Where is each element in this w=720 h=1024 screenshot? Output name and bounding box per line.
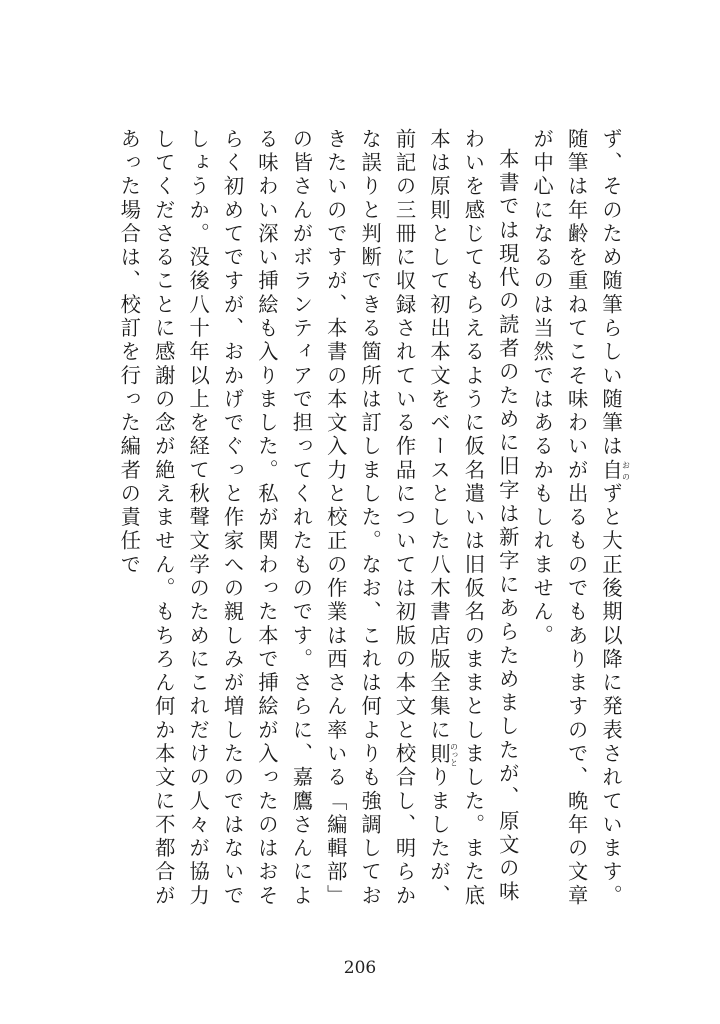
text-segment: りましたが、前記の三冊に収録されている作品については初版の本文と校合し、明らかな誤りと判断できる箇所は訂しました。なお、これは何よりも強調しておきたいのですが、本書の本文入力と校正の作業は西さん率いる「編輯部」の皆さんがボランティアで担ってくれたものです。さらに、嘉鷹さんによる味わい深い挿絵も入りました。私が関わった本で挿絵が入ったのはおそらく初めてですが、おかげでぐっと作家への親しみが増したのではないでしょうか。没後八十年以上を経て秋聲文学のためにこれだけの人々が協力してくださることに感謝の念が絶えません。もちろん何か本文に不都合があった場合は、校訂を行った編者の責任で xyxy=(117,128,451,909)
ruby-base: 自 xyxy=(599,458,623,483)
ruby-annotation xyxy=(426,742,459,767)
page-number: 206 xyxy=(343,958,377,978)
ruby-reading: おの xyxy=(621,458,630,483)
vertical-text-body xyxy=(100,128,630,928)
text-segment: ずと大正後期以降に発表されています。随筆は年齢を重ねてこそ味わいが出るものでもありますので、晩年の文章が中心になるのは当然ではあるかもしれません。 xyxy=(530,128,623,909)
paragraph xyxy=(112,128,525,928)
ruby-base: 則 xyxy=(426,742,451,767)
ruby-annotation xyxy=(599,458,630,483)
text-segment: ず、そのため随筆らしい随筆は xyxy=(599,128,623,459)
paragraph xyxy=(525,128,630,928)
ruby-reading: のっと xyxy=(449,742,459,767)
text-segment: 本書では現代の読者のために旧字は新字にあらためましたが、原文の味わいを感じてもらえるように仮名遣いは旧仮名のままとしました。また底本は原則として初出本文をベースとした八木書店版全集に xyxy=(426,128,520,909)
